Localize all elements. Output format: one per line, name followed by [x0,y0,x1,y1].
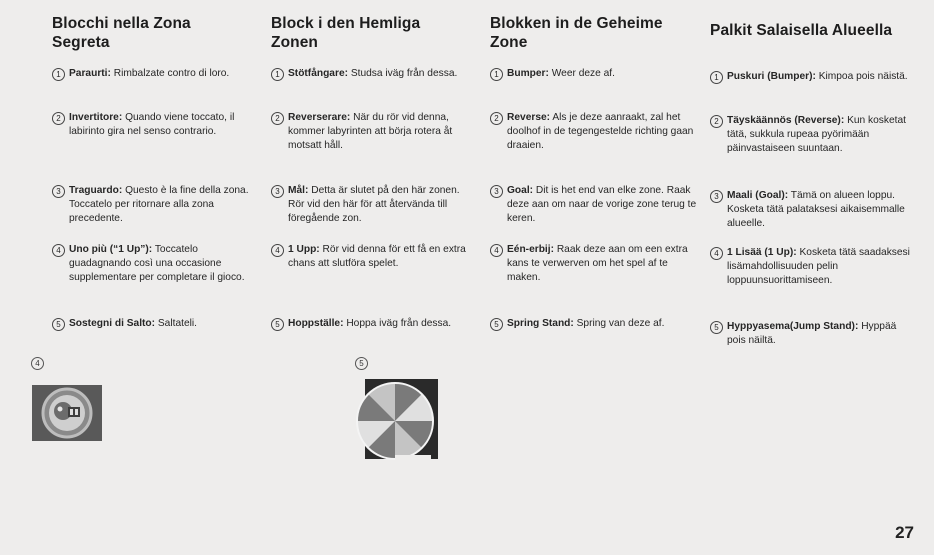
list-item [710,246,917,288]
item-number: 5 [710,321,723,334]
list-item [52,243,254,285]
list-item [710,114,917,156]
list-item [490,67,702,81]
item-number: 2 [710,115,723,128]
column-finnish [710,14,915,346]
item-number: 4 [271,244,284,257]
item-term: Hyppyasema(Jump Stand): [727,321,859,332]
item-text: Weer deze af. [551,68,615,79]
item-term: Traguardo: [69,185,123,196]
item-term: Bumper: [507,68,549,79]
page-number: 27 [895,523,914,542]
item-text: Hoppa iväg från dessa. [346,318,452,329]
item-number: 1 [271,68,284,81]
item-term: Hoppställe: [288,318,344,329]
item-number: 5 [271,318,284,331]
item-term: Reverserare: [288,112,351,123]
item-text: Rör vid denna för ett få en extra chans att slutföra spelet. [288,244,466,269]
item-text: När du rör vid denna, kommer labyrinten att börja rotera åt motsatt håll. [288,112,453,151]
item-text: Dit is het end van elke zone. Raak deze aan om naar de vorige zone terug te keren. [507,185,697,224]
list-item [271,243,480,271]
list-item [52,317,254,331]
item-number: 4 [710,247,723,260]
item-text: Raak deze aan om een extra kans te verwerven om het spel af te maken. [507,244,688,283]
item-number: 3 [490,185,503,198]
list-item [271,317,468,331]
item-number: 1 [52,68,65,81]
list-item [490,111,702,153]
item-text: Hyppää pois näiltä. [727,321,897,346]
item-text: Questo è la fine della zona. Toccatelo per ritornare alla zona precedente. [69,185,249,224]
item-text: Detta är slutet på den här zonen. Rör vid den här för att återvända till föregående zon. [288,185,460,224]
item-text: Als je deze aanraakt, zal het doolhof in de tegengestelde richting gaan draaien. [507,112,694,151]
item-number: 2 [271,112,284,125]
column-swedish [271,14,471,329]
item-number: 3 [52,185,65,198]
list-item [52,184,254,226]
item-number: 4 [490,244,503,257]
jump-stand-picture [355,377,439,467]
list-item [490,317,702,331]
list-item [52,111,254,139]
column-title: Block i den Hemliga Zonen [271,15,421,51]
item-term: Invertitore: [69,112,123,123]
list-item [710,70,917,84]
item-term: Paraurti: [69,68,111,79]
item-text: Rimbalzate contro di loro. [113,68,230,79]
item-number: 2 [490,112,503,125]
column-italian [52,14,252,329]
column-title: Blokken in de Geheime Zone [490,15,663,51]
item-number: 5 [52,318,65,331]
list-item [52,67,254,81]
item-term: Stötfångare: [288,68,348,79]
item-text: Spring van deze af. [576,318,665,329]
item-text: Saltateli. [157,318,197,329]
item-number: 4 [52,244,65,257]
list-item [271,67,478,81]
column-dutch [490,14,700,329]
item-term: Maali (Goal): [727,190,789,201]
item-text: Tämä on alueen loppu. Kosketa tätä palataksesi aikaisemmalle alueelle. [727,190,905,229]
list-item [490,243,702,285]
item-term: Puskuri (Bumper): [727,71,816,82]
item-number: 2 [52,112,65,125]
item-term: Sostegni di Salto: [69,318,156,329]
item-term: Täyskäännös (Reverse): [727,115,845,126]
one-up-block-picture [32,385,102,441]
list-item [271,184,473,226]
item-term: Goal: [507,185,534,196]
item-term: 1 Upp: [288,244,320,255]
item-number: 3 [710,190,723,203]
item-term: Reverse: [507,112,551,123]
item-term: Spring Stand: [507,318,574,329]
item-text: Studsa iväg från dessa. [350,68,458,79]
item-term: Uno più (“1 Up”): [69,244,153,255]
column-title: Palkit Salaisella Alueella [710,22,893,39]
list-item [490,184,702,226]
column-title: Blocchi nella Zona Segreta [52,15,191,51]
list-item [271,111,473,153]
picture-label: 5 [355,357,368,370]
item-text: Kimpoa pois näistä. [818,71,908,82]
item-text: Kun kosketat tätä, sukkula rupeaa pyörimään päinvastaiseen suuntaan. [727,115,906,154]
item-term: 1 Lisää (1 Up): [727,247,797,258]
item-text: Toccatelo guadagnando così una occasione supplementare per completare il gioco. [69,244,245,283]
item-text: Quando viene toccato, il labirinto gira nel senso contrario. [69,112,235,137]
item-term: Eén-erbij: [507,244,554,255]
item-number: 1 [710,71,723,84]
list-item [710,320,917,348]
list-item [710,189,917,231]
item-number: 5 [490,318,503,331]
picture-label: 4 [31,357,44,370]
item-text: Kosketa tätä saadaksesi lisämahdollisuuden pelin loppuunsuorittamiseen. [727,247,910,286]
item-number: 3 [271,185,284,198]
item-term: Mål: [288,185,309,196]
item-number: 1 [490,68,503,81]
